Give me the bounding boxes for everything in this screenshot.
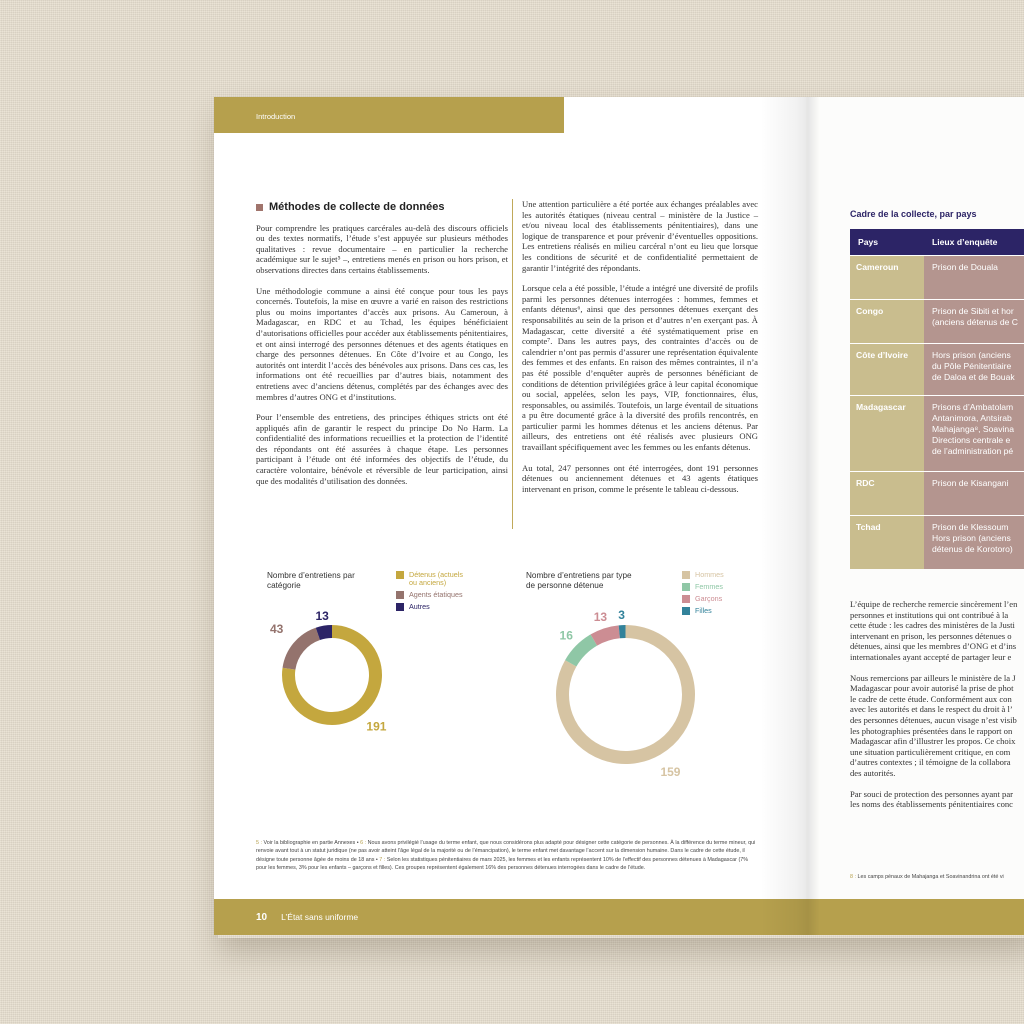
text-line: une situation particulièrement critique, en com <box>850 746 1011 757</box>
data-label: 16 <box>559 628 573 643</box>
text-line: L’équipe de recherche remercie sincèrement l’en <box>850 599 1018 609</box>
data-label: 159 <box>660 764 681 779</box>
table-row <box>850 299 1024 343</box>
table-cell-line: Hors prison (anciens <box>932 350 1011 360</box>
table-cell-pays: Congo <box>850 300 924 343</box>
legend-swatch <box>396 603 404 611</box>
legend-swatch <box>396 571 404 579</box>
text-line: internationales ayant accepté de partager leur e <box>850 651 1012 662</box>
table-cell-lieux <box>924 344 1024 395</box>
section-title: Méthodes de collecte de données <box>269 201 445 213</box>
donut-slice-1 <box>289 634 318 669</box>
footnote-text: Selon les statistiques pénitentiaires de mars 2025, les femmes et les enfants représentent 10% de l’effectif des personnes détenues à Madagascar (7% pour les femmes, 3% pour les enfants – garçons et filles). Ces groupes représentent également 16% des personnes détenues interrogées dans le cadre de l’étude. <box>256 856 749 872</box>
table-cell-line: Prison de Klessoum <box>932 522 1009 532</box>
text-line: Madagascar pour avoir autorisé la prise de phot <box>850 683 1014 694</box>
footnote-text: Voir la bibliographie en partie Annexes • <box>263 840 359 846</box>
footer-bar-right <box>806 899 1024 935</box>
table-header-cell: Pays <box>850 237 924 247</box>
data-label: 13 <box>593 609 608 624</box>
section-heading <box>256 202 508 213</box>
paragraph <box>850 599 1024 663</box>
right-footnote <box>850 874 1004 880</box>
table-cell-lieux <box>924 256 1024 299</box>
chart1-legend <box>396 571 496 615</box>
text-line: Par souci de protection des personnes ayant par <box>850 788 1013 799</box>
legend-swatch <box>682 583 690 591</box>
data-label: 13 <box>315 608 329 623</box>
text-line: Nous remercions par ailleurs le ministère de la J <box>850 672 1016 683</box>
legend-item <box>682 583 762 591</box>
legend-label: Détenus (actuels ou anciens) <box>409 570 463 587</box>
table-header-cell: Lieux d’enquête <box>924 237 1024 248</box>
legend-swatch <box>682 571 690 579</box>
table-cell-line: Directions centrale e <box>932 435 1011 445</box>
paragraph: Lorsque cela a été possible, l’étude a intégré une diversité de profils parmi les personnes détenues interrogées : hommes, femmes et enfants détenus⁶, ainsi que des personnes détenues exerçant des responsabilités au sein de la prison et d’autres n’en exerçant pas. À Madagascar, cette diversité a été systématiquement prise en compte⁷. Dans les autres pays, des contraintes d’accès ou de calendrier n’ont pas permis d’assurer une représentation équivalente des femmes et des enfants. En raison des mêmes contraintes, il n’a pas été possible d’enquêter auprès de personnes bénéficiant de conditions de détention privilégiées grâce à leur capital économique ou social, appelées, selon les pays, VIP, fonctionnaires, élus, responsables, ou assimilés. Toutefois, un large éventail de situations a pu être documenté grâce à la diversité des profils rencontrés, en particulier parmi les hommes détenus et les anciens détenus. Par ailleurs, des entretiens ont été réalisés avec plusieurs ONG travaillant spécifiquement avec les femmes ou les enfants détenus. <box>522 283 758 453</box>
legend-swatch <box>396 591 404 599</box>
paragraph <box>850 673 1024 779</box>
legend-item <box>396 591 496 599</box>
table-cell-lieux <box>924 472 1024 515</box>
legend-label: Femmes <box>695 582 723 591</box>
data-label: 43 <box>269 621 284 636</box>
table-cell-pays: Cameroun <box>850 256 924 299</box>
table-cell-lieux <box>924 300 1024 343</box>
text-line: les noms des établissements pénitentiaires conc <box>850 799 1014 810</box>
text-line: des autorités. <box>850 767 896 778</box>
header-tab-label: Introduction <box>256 112 296 121</box>
legend-item <box>682 595 762 603</box>
donut-slice-1 <box>571 640 594 663</box>
text-line: les photographies présentées dans le rapport on <box>850 725 1013 736</box>
data-label: 3 <box>618 608 625 623</box>
header-tab <box>214 97 564 133</box>
legend-item <box>396 603 496 611</box>
table-cell-pays: Tchad <box>850 516 924 569</box>
table-row <box>850 515 1024 569</box>
chart1-title: Nombre d’entretiens par catégorie <box>267 571 355 590</box>
table-cell-pays: RDC <box>850 472 924 515</box>
text-line: le cadre de cette étude. Conformément aux con <box>850 693 1012 704</box>
table-cell-line: (anciens détenus de C <box>932 317 1018 327</box>
legend-label: Autres <box>409 602 430 611</box>
footnote-number: 6 : <box>360 840 367 846</box>
table-cell-line: de Daloa et de Bouak <box>932 372 1015 382</box>
footnote-number: 7 : <box>379 856 386 863</box>
heading-square-icon <box>256 204 263 211</box>
table-cell-line: Hors prison (anciens <box>932 533 1011 543</box>
paragraph: Pour l’ensemble des entretiens, des principes éthiques stricts ont été appliqués afin de garantir le respect du principe Do No Harm. La confidentialité des informations recueillies et la protection de l’identité des répondants ont été assurées à chaque étape. Les personnes participant à l’étude ont été informées des objectifs de l’étude, du caractère volontaire, bénévole et réversible de leur participation, ainsi que des modalités d’utilisation des données. <box>256 412 508 486</box>
legend-label: Hommes <box>695 570 724 579</box>
table-cell-lieux <box>924 396 1024 471</box>
footer-bar <box>214 899 806 935</box>
table-row <box>850 395 1024 471</box>
paragraph: Pour comprendre les pratiques carcérales au-delà des discours officiels ou des textes normatifs, l’étude s’est appuyée sur plusieurs méthodes qualitatives : revue documentaire – en particulier la recherche académique sur le sujet⁵ –, entretiens menés en prison ou hors prison, et observations directes dans certains établissements. <box>256 222 508 275</box>
text-line: intervenant en prison, les personnes détenues o <box>850 630 1012 641</box>
legend-label: Agents étatiques <box>409 590 463 599</box>
paragraph: Au total, 247 personnes ont été interrogées, dont 191 personnes détenues ou anciennement détenues et 43 agents étatiques intervenant en prison, comme le présente le tableau ci-dessous. <box>522 462 758 494</box>
data-label: 191 <box>366 719 387 734</box>
chart2-donut <box>556 608 695 779</box>
text-line: Madagascar afin d’illustrer les propos. Ce choix <box>850 736 1016 747</box>
table-cell-pays: Côte d’Ivoire <box>850 344 924 395</box>
table-row <box>850 343 1024 395</box>
right-page <box>806 97 1024 935</box>
footnote-text: Nous avons privilégié l’usage du terme enfant, que nous considérons plus adapté pour désigner cette catégorie de personnes. À la différence du terme mineur, qui renvoie avant tout à un statut juridique (ne pas avoir atteint l’âge légal de la majorité ou de l’émancipation), le terme enfant met davantage l’accent sur la dimension humaine. Dans le cadre de cette étude, il désigne toute personne âgée de moins de 18 ans • <box>256 840 756 863</box>
chart2-legend <box>682 571 762 619</box>
paragraph: Une méthodologie commune a ainsi été conçue pour tous les pays concernés. Toutefois, la mise en œuvre a varié en raison des restrictions plus ou moins importantes d’accès aux prisons. Au Cameroun, à Madagascar, en RDC et au Tchad, les équipes bénéficiaient d’autorisations officielles pour accéder aux établissements pénitentiaires, et ont ainsi interrogé des personnes détenues et des agents étatiques en charge des personnes détenues. En Côte d’Ivoire et au Congo, les autorités ont interdit l’accès des bénévoles aux prisons. Dans ces cas, les informations ont été recueillies par d’autres biais, notamment des entretiens avec d’anciens détenus, complétés par des échanges avec des membres d’autres ONG et d’institutions. <box>256 285 508 402</box>
table-title: Cadre de la collecte, par pays <box>850 209 977 219</box>
text-line: des personnes détenues, aucun visage n’est visib <box>850 714 1017 725</box>
table-cell-line: Prison de Kisangani <box>932 478 1009 488</box>
table-cell-line: Antanimora, Antsirab <box>932 413 1012 423</box>
table-cell-line: Mahajanga⁸, Soavina <box>932 424 1014 434</box>
footnote-number: 8 : <box>850 874 856 880</box>
column-divider <box>512 199 513 529</box>
legend-item <box>682 571 762 579</box>
text-line: personnes et institutions qui ont contribué à la <box>850 609 1009 620</box>
collection-table <box>850 229 1024 569</box>
left-page <box>214 97 806 935</box>
paragraph <box>850 789 1024 810</box>
chart2-title: Nombre d’entretiens par type de personne détenue <box>526 571 632 590</box>
page-number: 10 <box>256 911 268 923</box>
text-line: avec les autorités et dans le respect du droit à l’ <box>850 704 1013 715</box>
footnote-text: Les camps pénaux de Mahajanga et Soavinandrina ont été vi <box>857 874 1004 880</box>
table-cell-line: Prison de Douala <box>932 262 998 272</box>
table-cell-line: détenus de Korotoro) <box>932 544 1013 554</box>
text-line: détenues, ainsi que les membres d’ONG et d’ins <box>850 641 1017 652</box>
legend-item <box>396 571 496 587</box>
donut-slice-2 <box>594 632 619 640</box>
table-cell-pays: Madagascar <box>850 396 924 471</box>
legend-label: Filles <box>695 606 712 615</box>
footnotes <box>256 839 756 873</box>
table-row <box>850 471 1024 515</box>
legend-swatch <box>682 595 690 603</box>
table-header-row <box>850 229 1024 255</box>
table-cell-line: de l’administration pé <box>932 446 1014 456</box>
table-cell-line: Prisons d’Ambatolam <box>932 402 1014 412</box>
acknowledgements-text <box>850 599 1024 820</box>
chart1-donut <box>269 608 387 734</box>
footnote-number: 5 : <box>256 840 262 846</box>
text-line: d’autres contextes ; il témoigne de la collabora <box>850 757 1011 768</box>
table-row <box>850 255 1024 299</box>
donut-slice-2 <box>318 632 332 634</box>
text-column-2 <box>522 199 758 504</box>
table-cell-line: du Pôle Pénitentiaire <box>932 361 1012 371</box>
footer-title: L’État sans uniforme <box>281 912 359 922</box>
table-cell-lieux <box>924 516 1024 569</box>
text-column-1 <box>256 202 508 496</box>
text-line: cette étude : les cadres des ministères de la Justi <box>850 620 1015 631</box>
paragraph: Une attention particulière a été portée aux échanges préalables avec les autorités étatiques (niveau central – ministère de la Justice – et/ou niveau local des établissements pénitentiaires), dans une logique de transparence et pour prévenir d’éventuelles oppositions. Les entretiens réalisés en milieu carcéral n’ont eu lieu que lorsque les conditions de sécurité et de confidentialité permettaient de garantir l’intégrité des répondants. <box>522 199 758 273</box>
legend-item <box>682 607 762 615</box>
legend-swatch <box>682 607 690 615</box>
table-cell-line: Prison de Sibiti et hor <box>932 306 1014 316</box>
legend-label: Garçons <box>695 594 723 603</box>
